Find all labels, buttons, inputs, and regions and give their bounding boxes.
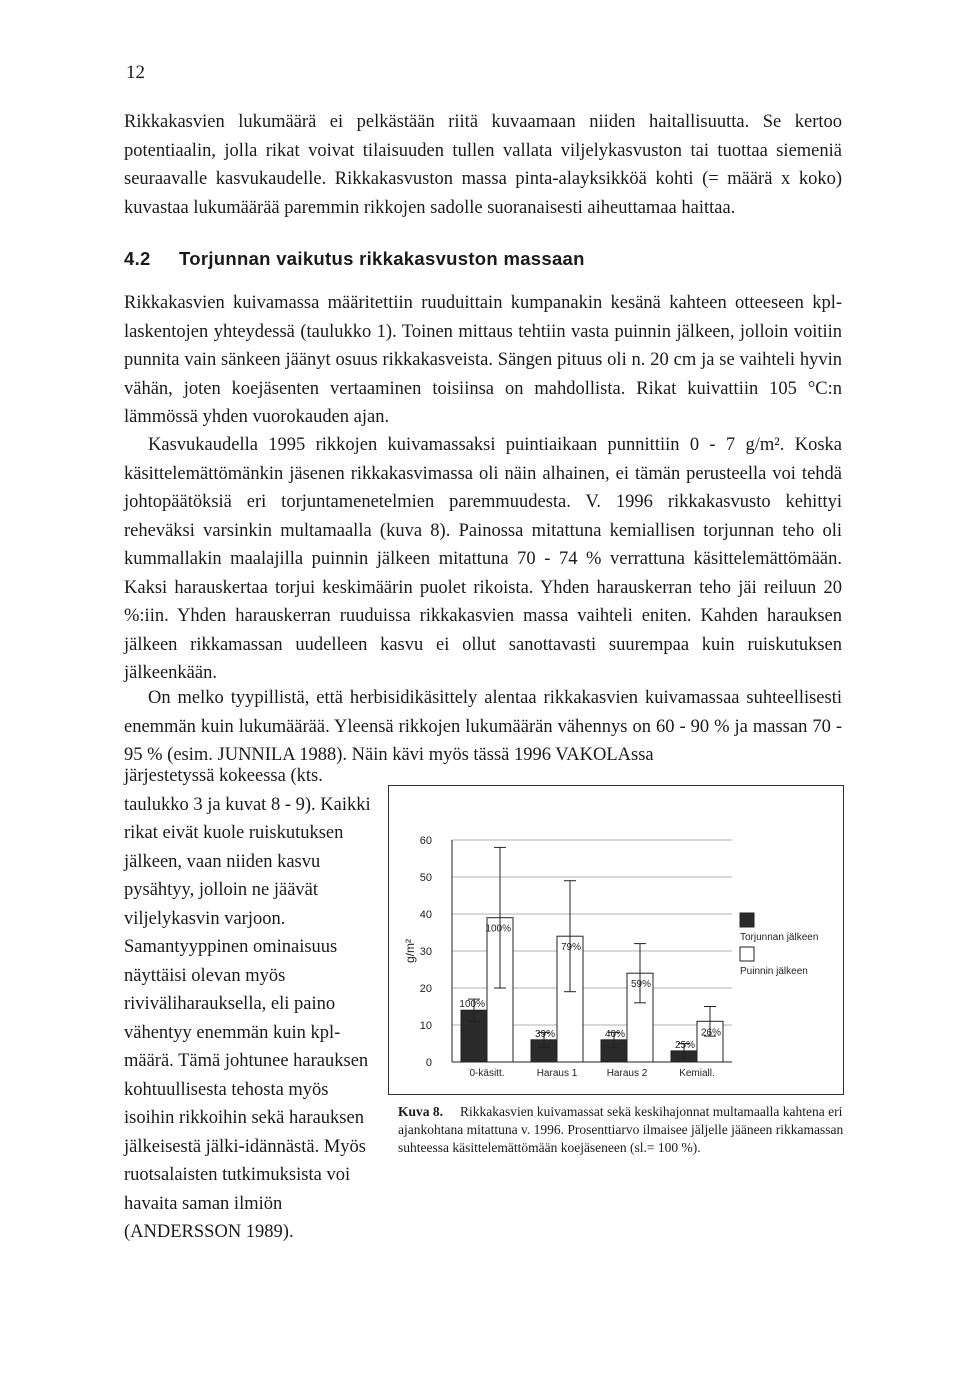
x-tick-label: Haraus 1	[536, 1068, 578, 1079]
caption-text: Rikkakasvien kuivamassat sekä keskihajonnat multamaalla kahtena eri ajankohtana mitattuna v. 1996. Prosenttiarvo ilmaisee jäljelle jääneen rikkamassan suhteessa käsittelemättömään koejäseneen (sl.= 100 %).	[398, 1104, 844, 1155]
bar-data-label: 40%	[604, 1028, 625, 1040]
paragraph-discussion-continued: järjestetyssä kokeessa (kts. taulukko 3 ja kuvat 8 - 9). Kaikki rikat eivät kuole ruiskutuksen jälkeen, vaan niiden kasvu pysähtyy, jolloin ne jäävät viljelykasvin varjoon. Samantyyppinen ominaisuus näyttäisi olevan myös riviväliharauksella, eli paino vähentyy enemmän kuin kpl-määrä. Tämä johtunee harauksen kohtuullisesta tehosta myös isoihin rikkoihin sekä harauksen jälkeisestä jälki-idännästä. Myös ruotsalaisten tutkimuksista voi havaita saman ilmiön (ANDERSSON 1989).	[124, 766, 371, 1242]
paragraph-results-text: Kasvukaudella 1995 rikkojen kuivamassaksi puintiaikaan punnittiin 0 - 7 g/m². Koska käsittelemättömänkin jäsenen rikkakasvimassa oli näin alhainen, ei tämän perusteella voi tehdä johtopäätöksiä eri torjuntamenetelmien paremmuudesta. V. 1996 rikkakasvusto kehittyi reheväksi varsinkin multamaalla (kuva 8). Painossa mitattuna kemiallisen torjunnan teho oli kummallakin maalajilla puinnin jälkeen mitattuna 70 - 74 % verrattuna käsittelemättömään. Kaksi harauskertaa torjui keskimäärin puolet rikoista. Yhden harauskerran teho jäi reiluun 20 %:iin. Yhden harauskerran ruuduissa rikkakasvien massa vaihteli eniten. Kahden harauksen jälkeen rikkamassan uudelleen kasvu ei ollut sanottavasti suurempaa kuin ruiskutuksen jälkeenkään.	[124, 435, 842, 683]
page-number: 12	[126, 62, 145, 83]
x-tick-label: Kemiall.	[679, 1068, 715, 1079]
legend-label: Puinnin jälkeen	[740, 966, 808, 977]
bar-data-label: 26%	[700, 1027, 721, 1039]
y-tick-label: 30	[419, 946, 432, 958]
figure-caption	[398, 1103, 846, 1157]
section-number: 4.2	[124, 248, 151, 269]
legend-swatch	[740, 947, 754, 961]
y-tick-label: 60	[419, 835, 432, 847]
figure-8	[388, 785, 844, 1095]
y-axis-label: g/m²	[403, 939, 417, 963]
y-tick-label: 20	[419, 983, 432, 995]
bar-data-label: 79%	[560, 942, 581, 954]
section-heading	[124, 248, 585, 270]
y-tick-label: 10	[419, 1020, 432, 1032]
legend-label: Torjunnan jälkeen	[740, 932, 819, 943]
caption-label: Kuva 8.	[398, 1104, 444, 1119]
legend-swatch	[740, 913, 754, 927]
paragraph-results	[124, 431, 842, 688]
paragraph-method: Rikkakasvien kuivamassa määritettiin ruuduittain kumpanakin kesänä kahteen otteeseen kpl-laskentojen yhteydessä (taulukko 1). Toinen mittaus tehtiin vasta puinnin jälkeen, jolloin voitiin punnita vain sänkeen jäänyt osuus rikkakasveista. Sängen pituus oli n. 20 cm ja se vaihteli hyvin vähän, joten koejäsenten vertaaminen toisiinsa on mahdollista. Rikat kuivattiin 105 °C:n lämmössä yhden vuorokauden ajan.	[124, 293, 842, 427]
x-tick-label: 0-käsitt.	[469, 1068, 505, 1079]
paragraph-discussion: On melko tyypillistä, että herbisidikäsittely alentaa rikkakasvien kuivamassaa suhteellisesti enemmän kuin lukumäärää. Yleensä rikkojen lukumäärän vähennys on 60 - 90 % ja massan 70 - 95 % (esim. JUNNILA 1988). Näin kävi myös tässä 1996 VAKOLAssa	[124, 688, 842, 765]
y-tick-label: 0	[425, 1057, 432, 1069]
section-title: Torjunnan vaikutus rikkakasvuston massaan	[179, 248, 585, 269]
paragraph-intro: Rikkakasvien lukumäärä ei pelkästään riitä kuvaamaan niiden haitallisuutta. Se kertoo potentiaalin, jolla rikat voivat tilaisuuden tullen vallata viljelykasvuston tai tuottaa siemeniä seuraavalle kasvukaudelle. Rikkakasvuston massa pinta-alayksikköä kohti (= määrä x koko) kuvastaa lukumäärää paremmin rikkojen sadolle suoranaisesti aiheuttamaa haittaa.	[124, 112, 842, 218]
bar-data-label: 100%	[459, 999, 485, 1011]
bar-chart	[388, 785, 844, 1095]
y-tick-label: 40	[419, 909, 432, 921]
x-tick-label: Haraus 2	[606, 1068, 648, 1079]
bar-data-label: 39%	[534, 1028, 555, 1040]
bar-data-label: 25%	[674, 1039, 695, 1051]
bar-data-label: 59%	[630, 979, 651, 991]
bar-data-label: 100%	[485, 923, 511, 935]
y-tick-label: 50	[419, 872, 432, 884]
